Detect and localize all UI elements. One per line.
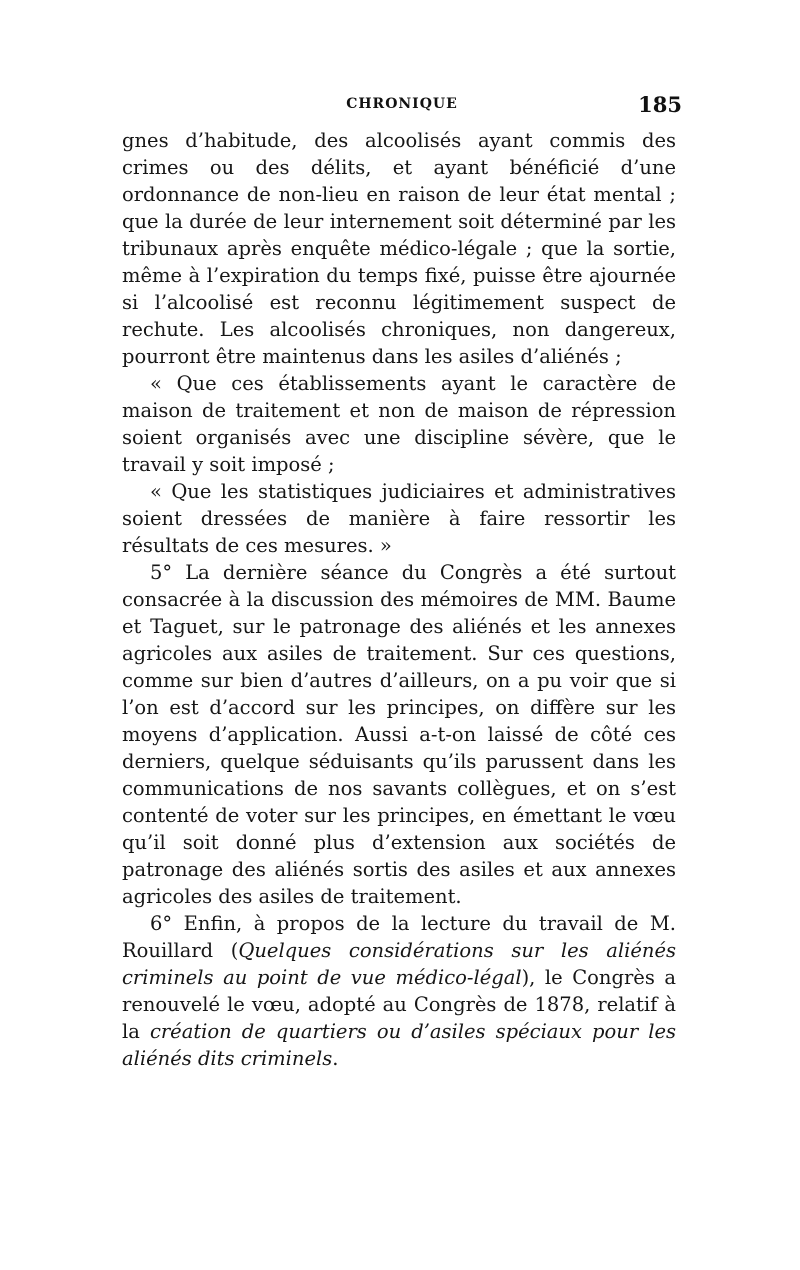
paragraph-quote-establishments: « Que ces établissements ayant le caractère de maison de traitement et non de maison de répression soient organisés avec une discipline sévère, que le travail y soit imposé ;: [122, 372, 676, 476]
running-head: CHRONIQUE: [346, 96, 458, 112]
item-6-text-a: 6° Enfin, à propos de la lecture du travail de M. Rouillard (: [122, 912, 676, 962]
item-6-title-rouillard: Quelques considérations sur les aliénés criminels au point de vue médico-légal: [122, 939, 676, 989]
item-6-text-b: ), le Congrès a renouvelé le vœu, adopté au Congrès de 1878, relatif à la: [122, 966, 676, 1043]
paragraph-item-6: [122, 910, 676, 1072]
page-header: [122, 92, 682, 118]
item-6-text-c: .: [332, 1047, 339, 1070]
paragraph-item-5: 5° La dernière séance du Congrès a été surtout consacrée à la discussion des mémoires de MM. Baume et Taguet, sur le patronage des aliénés et les annexes agricoles aux asiles de traitement. Sur ces questions, comme sur bien d’autres d’ailleurs, on a pu voir que si l’on est d’accord sur les principes, on diffère sur les moyens d’application. Aussi a-t-on laissé de côté ces derniers, quelque séduisants qu’ils parussent dans les communications de nos savants collègues, et on s’est contenté de voter sur les principes, en émettant le vœu qu’il soit donné plus d’extension aux sociétés de patronage des aliénés sortis des asiles et aux annexes agricoles des asiles de traitement.: [122, 561, 676, 908]
paragraph-quote-statistics: « Que les statistiques judiciaires et administratives soient dressées de manière à faire ressortir les résultats de ces mesures. »: [122, 480, 676, 557]
item-6-vow-title: création de quartiers ou d’asiles spéciaux pour les aliénés dits criminels: [122, 1020, 677, 1070]
body-text: [122, 127, 676, 1072]
page-number: 185: [638, 92, 682, 117]
paragraph-continuation: gnes d’habitude, des alcoolisés ayant commis des crimes ou des délits, et ayant bénéficié d’une ordonnance de non-lieu en raison de leur état mental ; que la durée de leur internement soit déterminé par les tribunaux après enquête médico-légale ; que la sortie, même à l’expiration du temps fixé, puisse être ajournée si l’alcoolisé est reconnu légitimement suspect de rechute. Les alcoolisés chroniques, non dangereux, pourront être maintenus dans les asiles d’aliénés ;: [122, 129, 676, 368]
